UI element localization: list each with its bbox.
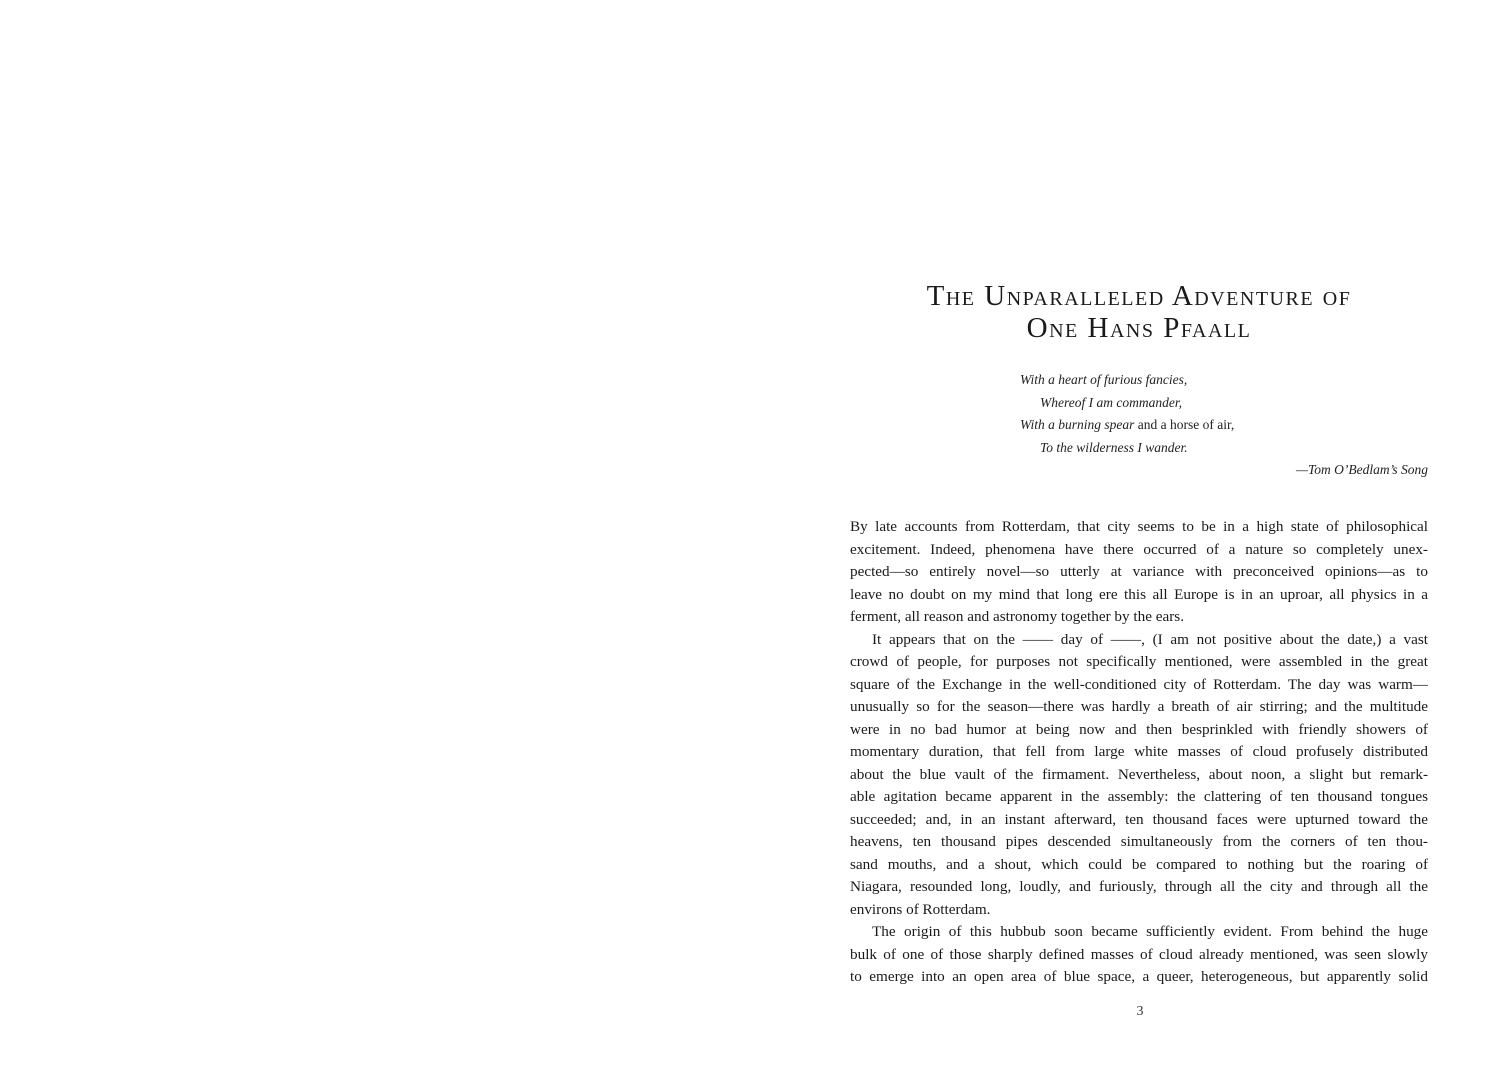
text-line: Niagara, resounded long, loudly, and furiously, through all the city and through all the [850, 878, 1428, 895]
text-line: were in no bad humor at being now and then besprinkled with friendly showers of [850, 720, 1428, 738]
epigraph-attribution: —Tom O’Bedlam’s Song [1295, 462, 1428, 477]
epigraph-line-3-roman: and a horse of air, [1134, 417, 1235, 432]
text-line: succeeded; and, in an instant afterward, ten thousand faces were upturned toward the [850, 810, 1428, 828]
chapter-title [850, 280, 1428, 344]
text-line: excitement. Indeed, phenomena have there occurred of a nature so completely unex- [850, 540, 1428, 558]
epigraph-line-2: Whereof I am commander, [1040, 394, 1182, 410]
text-line: pected—so entirely novel—so utterly at variance with preconceived opinions—as to [850, 563, 1428, 580]
text-line: crowd of people, for purposes not specifically mentioned, were assembled in the great [850, 653, 1428, 670]
epigraph-line-4: To the wilderness I wander. [1040, 439, 1188, 455]
text-line: leave no doubt on my mind that long ere this all Europe is in an uproar, all physics in a [850, 585, 1428, 603]
text-line: momentary duration, that fell from large white masses of cloud profusely distributed [850, 743, 1428, 760]
body-text [850, 516, 1428, 989]
chapter-title-line-2: One Hans Pfaall [1026, 312, 1252, 344]
text-line: unusually so for the season—there was hardly a breath of air stirring; and the multitude [850, 698, 1428, 715]
epigraph-line-1: With a heart of furious fancies, [1020, 372, 1188, 387]
text-line: heavens, ten thousand pipes descended simultaneously from the corners of ten thou- [850, 833, 1428, 850]
text-line: square of the Exchange in the well-conditioned city of Rotterdam. The day was warm— [850, 675, 1428, 693]
text-line: environs of Rotterdam. [850, 900, 991, 918]
text-line: bulk of one of those sharply defined masses of cloud already mentioned, was seen slowly [850, 945, 1428, 963]
epigraph-line-3-italic: With a burning spear [1020, 417, 1135, 432]
text-line: By late accounts from Rotterdam, that city seems to be in a high state of philosophical [850, 518, 1428, 535]
epigraph-line-3 [1020, 414, 1430, 437]
epigraph [1020, 369, 1430, 477]
text-line: ferment, all reason and astronomy together by the ears. [850, 608, 1185, 625]
chapter-title-line-1: The Unparalleled Adventure of [926, 280, 1352, 312]
text-line: to emerge into an open area of blue space, a queer, heterogeneous, but apparently solid [850, 968, 1428, 985]
text-line: able agitation became apparent in the assembly: the clattering of ten thousand tongues [850, 788, 1428, 805]
text-line: It appears that on the —— day of ——, (I am not positive about the date,) a vast [872, 630, 1428, 648]
text-line: sand mouths, and a shout, which could be compared to nothing but the roaring of [850, 855, 1428, 873]
text-line: about the blue vault of the firmament. Nevertheless, about noon, a slight but remark- [850, 765, 1428, 783]
text-line: The origin of this hubbub soon became sufficiently evident. From behind the huge [872, 923, 1428, 940]
right-page [750, 0, 1500, 1068]
page-number: 3 [1136, 1004, 1144, 1019]
